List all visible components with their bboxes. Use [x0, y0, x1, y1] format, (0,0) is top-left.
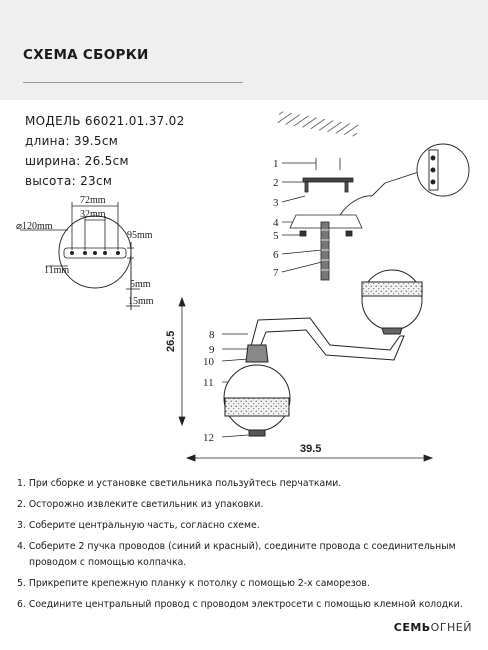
dim-95-label: 95mm: [127, 230, 153, 241]
part-number: 5: [273, 230, 279, 242]
instruction-item: 4. Соберите 2 пучка проводов (синий и красный), соедините провода с соединительным: [17, 541, 456, 552]
instruction-item: 6. Соедините центральный провод с проводом электросети с помощью клемной колодки.: [17, 599, 463, 610]
ceiling-hatch: [278, 111, 359, 137]
part-number: 7: [273, 267, 279, 279]
part-number: 12: [203, 432, 214, 444]
part-number: 8: [209, 329, 215, 341]
dim-32-label: 32mm: [80, 209, 106, 220]
dim-11-label: 11mm: [44, 265, 70, 276]
brand-part2: ОГНЕЙ: [430, 621, 472, 634]
instruction-list: [17, 473, 479, 615]
lower-globe: [224, 345, 290, 436]
part-number: 1: [273, 158, 279, 170]
part-number: 10: [203, 356, 214, 368]
dim-72-label: 72mm: [80, 195, 106, 206]
instruction-item: 1. При сборке и установке светильника пользуйтесь перчатками.: [17, 478, 342, 489]
part-number: 9: [209, 344, 215, 356]
instruction-item: 3. Соберите центральную часть, согласно схеме.: [17, 520, 260, 531]
instruction-item: 2. Осторожно извлеките светильник из упаковки.: [17, 499, 264, 510]
dim-5-label: 5mm: [130, 279, 151, 290]
height-dimension-label: 26.5: [165, 330, 177, 352]
dim-120-label: ⌀120mm: [16, 221, 53, 232]
part-number: 2: [273, 177, 279, 189]
spec-height: высота: 23см: [25, 174, 113, 188]
length-dimension-label: 39.5: [300, 443, 322, 455]
mounting-parts: [290, 158, 362, 280]
spec-model: МОДЕЛЬ 66021.01.37.02: [25, 114, 185, 128]
brand-part1: СЕМЬ: [393, 621, 431, 634]
part-number: 3: [273, 197, 279, 209]
part-number: 4: [273, 217, 279, 229]
instruction-item: 5. Прикрепите крепежную планку к потолку с помощью 2-х саморезов.: [17, 578, 370, 589]
spec-width: ширина: 26.5см: [25, 154, 129, 168]
part-number: 6: [273, 249, 279, 261]
spec-length: длина: 39.5см: [25, 134, 119, 148]
instruction-item-continuation: проводом с помощью колпачка.: [29, 557, 187, 568]
wiring: [340, 144, 469, 215]
brand-logo: [394, 621, 472, 634]
dim-15-label: 15mm: [128, 296, 154, 307]
page-title: СХЕМА СБОРКИ: [23, 47, 149, 63]
upper-globe: [362, 270, 422, 334]
part-number: 11: [203, 377, 214, 389]
